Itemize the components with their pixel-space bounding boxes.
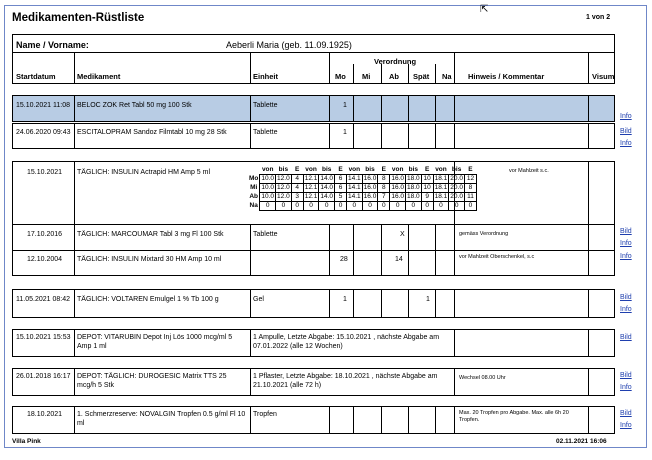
insulin-cell: 0	[421, 202, 433, 211]
insulin-cell: 4	[291, 175, 303, 184]
row-date: 12.10.2004	[27, 256, 63, 263]
insulin-header: bis	[408, 166, 419, 173]
insulin-header: von	[348, 166, 361, 173]
col-startdatum: Startdatum	[16, 72, 56, 81]
insulin-cell: 18.0	[406, 175, 420, 182]
col-hinweis: Hinweis / Kommentar	[468, 72, 545, 81]
row-note: vor Mahlzeit Oberschenkel, s.c	[459, 254, 535, 260]
insulin-cell: 12	[464, 175, 476, 184]
insulin-cell: 18.1	[434, 193, 448, 200]
insulin-cell: 14.0	[320, 184, 334, 191]
table-row-group	[12, 161, 615, 276]
insulin-cell: 16.0	[391, 175, 404, 182]
mouse-cursor-icon: ⇱	[480, 4, 489, 15]
col-spat: Spät	[413, 72, 430, 81]
footer-location: Villa Pink	[12, 438, 41, 445]
insulin-cell: 8	[378, 184, 390, 193]
row-note: gemäss Verordnung	[459, 231, 509, 237]
insulin-cell: 20.0	[450, 184, 463, 191]
insulin-cell: 14.0	[320, 175, 334, 182]
insulin-header: von	[391, 166, 404, 173]
divider	[13, 52, 614, 53]
row-mo: 1	[343, 296, 347, 303]
insulin-cell: 7	[378, 193, 390, 202]
bild-link[interactable]: Bild	[620, 228, 632, 235]
info-link[interactable]: Info	[620, 140, 632, 147]
insulin-cell: 0	[260, 202, 276, 211]
name-label: Name / Vorname:	[16, 40, 89, 50]
insulin-cell: 12.1	[304, 175, 318, 182]
info-link[interactable]: Info	[620, 422, 632, 429]
row-medication: 1. Schmerzreserve: NOVALGIN Tropfen 0.5 g/ml Fl 10 ml	[77, 411, 246, 427]
document-title: Medikamenten-Rüstliste	[12, 12, 145, 24]
insulin-cell: 16.0	[363, 193, 377, 200]
row-mo: 1	[343, 102, 347, 109]
row-date: 18.10.2021	[27, 411, 63, 418]
row-medication: TÄGLICH: MARCOUMAR Tabl 3 mg Fl 100 Stk	[77, 231, 224, 238]
insulin-header: bis	[451, 166, 462, 173]
insulin-cell: 18.0	[406, 193, 420, 200]
insulin-cell: 6	[335, 175, 347, 184]
col-mi: Mi	[362, 72, 371, 81]
patient-name: Aeberli Maria (geb. 11.09.1925)	[226, 40, 352, 50]
insulin-day-label: Mi	[250, 184, 258, 191]
row-date: 15.10.2021	[27, 169, 63, 176]
row-date: 17.10.2016	[27, 231, 63, 238]
table-row[interactable]	[12, 368, 615, 396]
row-note: Max. 20 Tropfen pro Abgabe. Max. alle 6h 20 Tropfen.	[459, 410, 569, 423]
row-note: vor Mahlzeit s.c.	[509, 168, 549, 174]
bild-link[interactable]: Bild	[620, 410, 632, 417]
insulin-cell: 20.0	[450, 175, 463, 182]
insulin-cell: 6	[335, 184, 347, 193]
insulin-cell: 5	[335, 193, 347, 202]
insulin-cell: 14.1	[348, 184, 361, 191]
insulin-day-label: Ab	[249, 193, 259, 200]
footer-timestamp: 02.11.2021 16:06	[556, 438, 607, 445]
insulin-dose-table	[248, 166, 477, 211]
col-na: Na	[442, 72, 452, 81]
insulin-cell: 12.0	[277, 175, 290, 182]
insulin-cell: 0	[347, 202, 363, 211]
row-ab: X	[400, 231, 405, 238]
insulin-cell: 16.0	[391, 184, 404, 191]
insulin-cell: 0	[276, 202, 292, 211]
insulin-cell: 8	[378, 175, 390, 184]
row-mo: 1	[343, 129, 347, 136]
insulin-day-label: Mo	[249, 175, 259, 182]
row-medication: BELOC ZOK Ret Tabl 50 mg 100 Stk	[77, 102, 192, 109]
row-date: 15.10.2021 11:08	[16, 102, 70, 109]
table-row[interactable]	[12, 329, 615, 357]
insulin-day-label: Na	[249, 202, 258, 209]
insulin-cell: 12.0	[277, 193, 290, 200]
info-link[interactable]: Info	[620, 384, 632, 391]
insulin-cell: 18.1	[434, 175, 448, 182]
insulin-cell: 0	[390, 202, 406, 211]
row-unit: Tablette	[253, 129, 278, 136]
table-row[interactable]	[12, 406, 615, 434]
insulin-header: E	[295, 166, 300, 173]
insulin-header: bis	[321, 166, 332, 173]
insulin-cell: 20.0	[450, 193, 463, 200]
row-unit: 1 Ampulle, Letzte Abgabe: 15.10.2021 , nächste Abgabe am 07.01.2022 (alle 12 Wochen)	[253, 334, 440, 350]
insulin-cell: 0	[449, 202, 465, 211]
row-medication: TÄGLICH: INSULIN Actrapid HM Amp 5 ml	[77, 169, 211, 176]
insulin-cell: 18.0	[406, 184, 420, 191]
bild-link[interactable]: Bild	[620, 372, 632, 379]
col-ab: Ab	[389, 72, 399, 81]
row-medication: TÄGLICH: VOLTAREN Emulgel 1 % Tb 100 g	[77, 296, 219, 303]
page-number: 1 von 2	[586, 14, 611, 21]
insulin-header: bis	[278, 166, 289, 173]
col-medikament: Medikament	[77, 72, 121, 81]
insulin-cell: 14.1	[348, 193, 361, 200]
row-mo: 28	[340, 256, 348, 263]
table-row[interactable]	[12, 289, 615, 318]
row-note: Wechsel 08.00 Uhr	[459, 375, 506, 381]
insulin-cell: 10.0	[261, 193, 275, 200]
col-verordnung: Verordnung	[374, 57, 417, 66]
insulin-header: von	[261, 166, 274, 173]
insulin-cell: 0	[378, 202, 390, 211]
row-unit: Tropfen	[253, 411, 277, 418]
bild-link[interactable]: Bild	[620, 334, 632, 341]
insulin-cell: 9	[421, 193, 433, 202]
row-ab: 14	[395, 256, 403, 263]
row-unit: Tablette	[253, 231, 278, 238]
row-unit: Gel	[253, 296, 264, 303]
insulin-cell: 0	[303, 202, 319, 211]
info-link[interactable]: Info	[620, 240, 632, 247]
insulin-cell: 16.0	[363, 175, 377, 182]
col-einheit: Einheit	[253, 72, 279, 81]
insulin-cell: 8	[464, 184, 476, 193]
insulin-header: von	[435, 166, 447, 173]
insulin-cell: 14.0	[320, 193, 334, 200]
col-mo: Mo	[335, 72, 346, 81]
insulin-cell: 0	[291, 202, 303, 211]
insulin-cell: 10	[421, 184, 433, 193]
row-date: 15.10.2021 15:53	[16, 334, 71, 341]
insulin-cell: 0	[335, 202, 347, 211]
insulin-cell: 14.1	[348, 175, 361, 182]
insulin-header: E	[468, 166, 473, 173]
table-row[interactable]	[12, 95, 615, 122]
insulin-cell: 0	[464, 202, 476, 211]
insulin-cell: 11	[464, 193, 476, 202]
insulin-cell: 0	[362, 202, 378, 211]
insulin-cell: 18.1	[434, 184, 448, 191]
row-unit: Tablette	[253, 102, 278, 109]
row-medication: DEPOT: VITARUBIN Depot Inj Lös 1000 mcg/ml 5 Amp 1 ml	[77, 334, 233, 350]
row-medication: TÄGLICH: INSULIN Mixtard 30 HM Amp 10 ml	[77, 256, 222, 263]
insulin-header: von	[305, 166, 317, 173]
insulin-cell: 10	[421, 175, 433, 184]
row-date: 26.01.2018 16:17	[16, 373, 71, 380]
patient-header	[12, 34, 615, 84]
info-link[interactable]: Info	[620, 253, 632, 260]
row-spat: 1	[426, 296, 430, 303]
col-visum: Visum	[592, 72, 615, 81]
insulin-header: E	[381, 166, 386, 173]
insulin-cell: 16.0	[363, 184, 377, 191]
insulin-cell: 12.1	[304, 193, 318, 200]
bild-link[interactable]: Bild	[620, 128, 632, 135]
insulin-cell: 12.0	[277, 184, 290, 191]
insulin-cell: 12.1	[304, 184, 318, 191]
insulin-header: bis	[365, 166, 375, 173]
insulin-header: E	[338, 166, 343, 173]
row-medication: ESCITALOPRAM Sandoz Filmtabl 10 mg 28 Stk	[77, 129, 227, 136]
insulin-cell: 3	[291, 193, 303, 202]
row-medication: DEPOT: TÄGLICH: DUROGESIC Matrix TTS 25 mcg/h 5 Stk	[77, 373, 227, 389]
info-link[interactable]: Info	[620, 306, 632, 313]
row-date: 11.05.2021 08:42	[16, 296, 70, 303]
bild-link[interactable]: Bild	[620, 294, 632, 301]
row-unit: 1 Pflaster, Letzte Abgabe: 18.10.2021 , nächste Abgabe am 21.10.2021 (alle 72 h)	[253, 373, 438, 389]
insulin-header: E	[424, 166, 430, 173]
insulin-cell: 0	[319, 202, 335, 211]
insulin-cell: 0	[433, 202, 449, 211]
table-row[interactable]	[12, 123, 615, 149]
insulin-cell: 16.0	[391, 193, 404, 200]
insulin-cell: 4	[291, 184, 303, 193]
info-link[interactable]: Info	[620, 113, 632, 120]
insulin-cell: 10.0	[261, 184, 275, 191]
insulin-cell: 0	[405, 202, 421, 211]
insulin-cell: 10.0	[261, 175, 275, 182]
row-date: 24.06.2020 09:43	[16, 129, 71, 136]
